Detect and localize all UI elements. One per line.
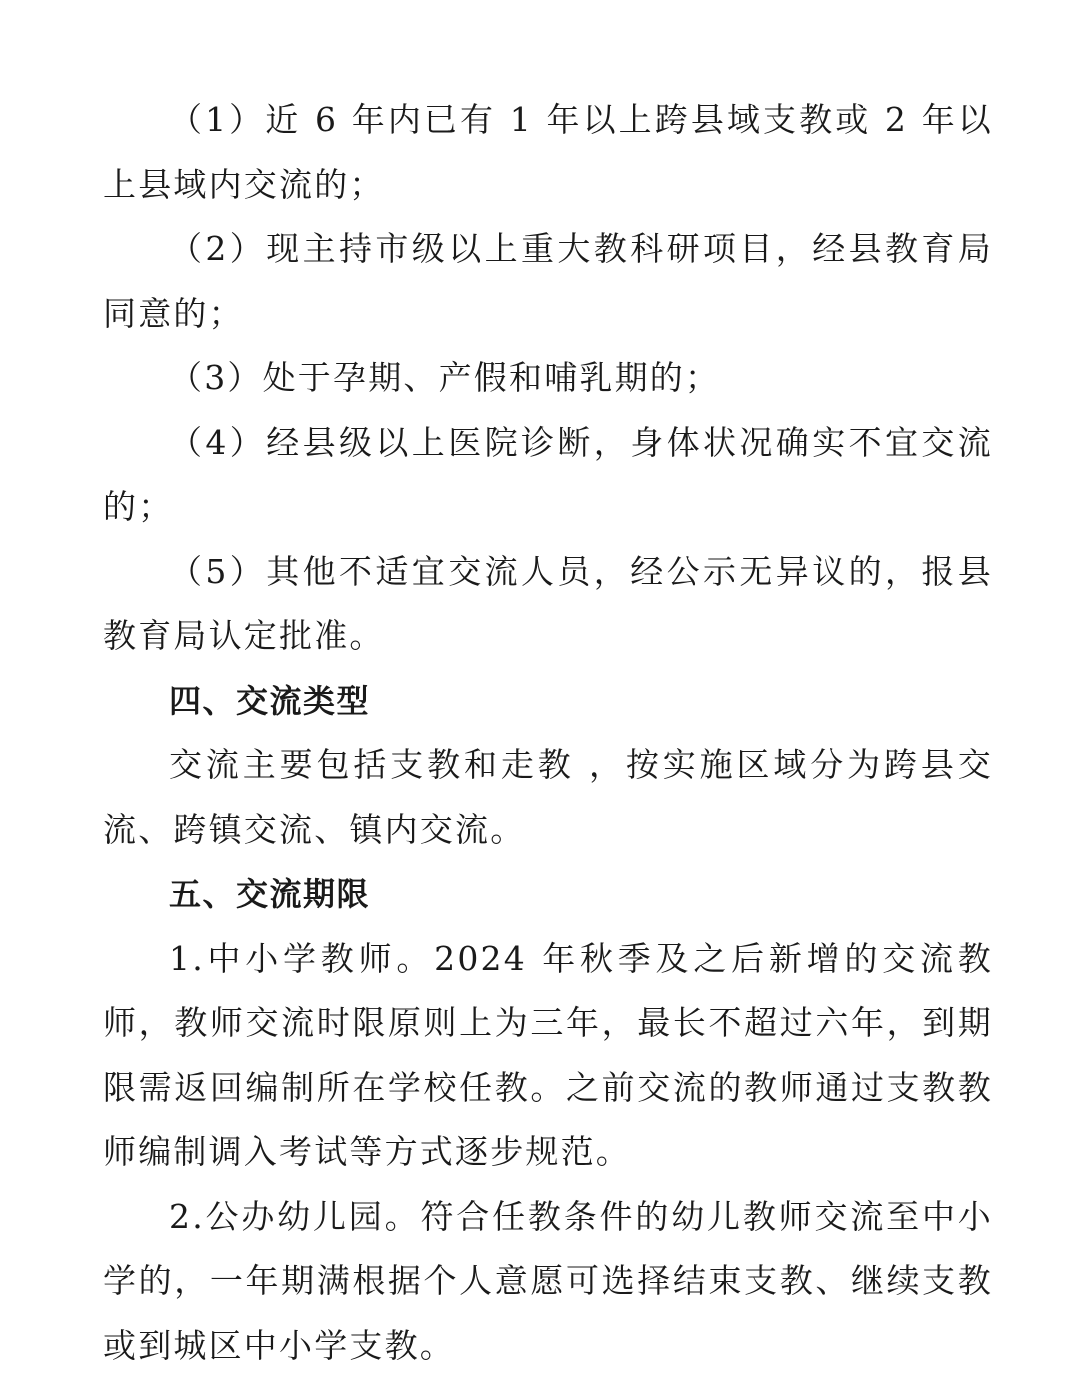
exchange-period-item-2: 2.公办幼儿园。符合任教条件的幼儿教师交流至中小学的，一年期满根据个人意愿可选择结束支教、继续支教或到城区中小学支教。 bbox=[103, 1185, 993, 1378]
exemption-item-1: （1）近 6 年内已有 1 年以上跨县域支教或 2 年以上县域内交流的； bbox=[103, 88, 993, 217]
section-heading-exchange-types: 四、交流类型 bbox=[103, 669, 993, 734]
exemption-item-3: （3）处于孕期、产假和哺乳期的； bbox=[103, 346, 993, 411]
exemption-item-4: （4）经县级以上医院诊断，身体状况确实不宜交流的； bbox=[103, 411, 993, 540]
exchange-period-item-1: 1.中小学教师。2024 年秋季及之后新增的交流教师，教师交流时限原则上为三年，最长不超过六年，到期限需返回编制所在学校任教。之前交流的教师通过支教教师编制调入考试等方式逐步规范。 bbox=[103, 927, 993, 1185]
exchange-types-paragraph: 交流主要包括支教和走教 ，按实施区域分为跨县交流、跨镇交流、镇内交流。 bbox=[103, 733, 993, 862]
section-heading-exchange-period: 五、交流期限 bbox=[103, 862, 993, 927]
document-page bbox=[103, 88, 993, 1378]
exemption-item-2: （2）现主持市级以上重大教科研项目，经县教育局同意的； bbox=[103, 217, 993, 346]
exemption-item-5: （5）其他不适宜交流人员，经公示无异议的，报县教育局认定批准。 bbox=[103, 540, 993, 669]
